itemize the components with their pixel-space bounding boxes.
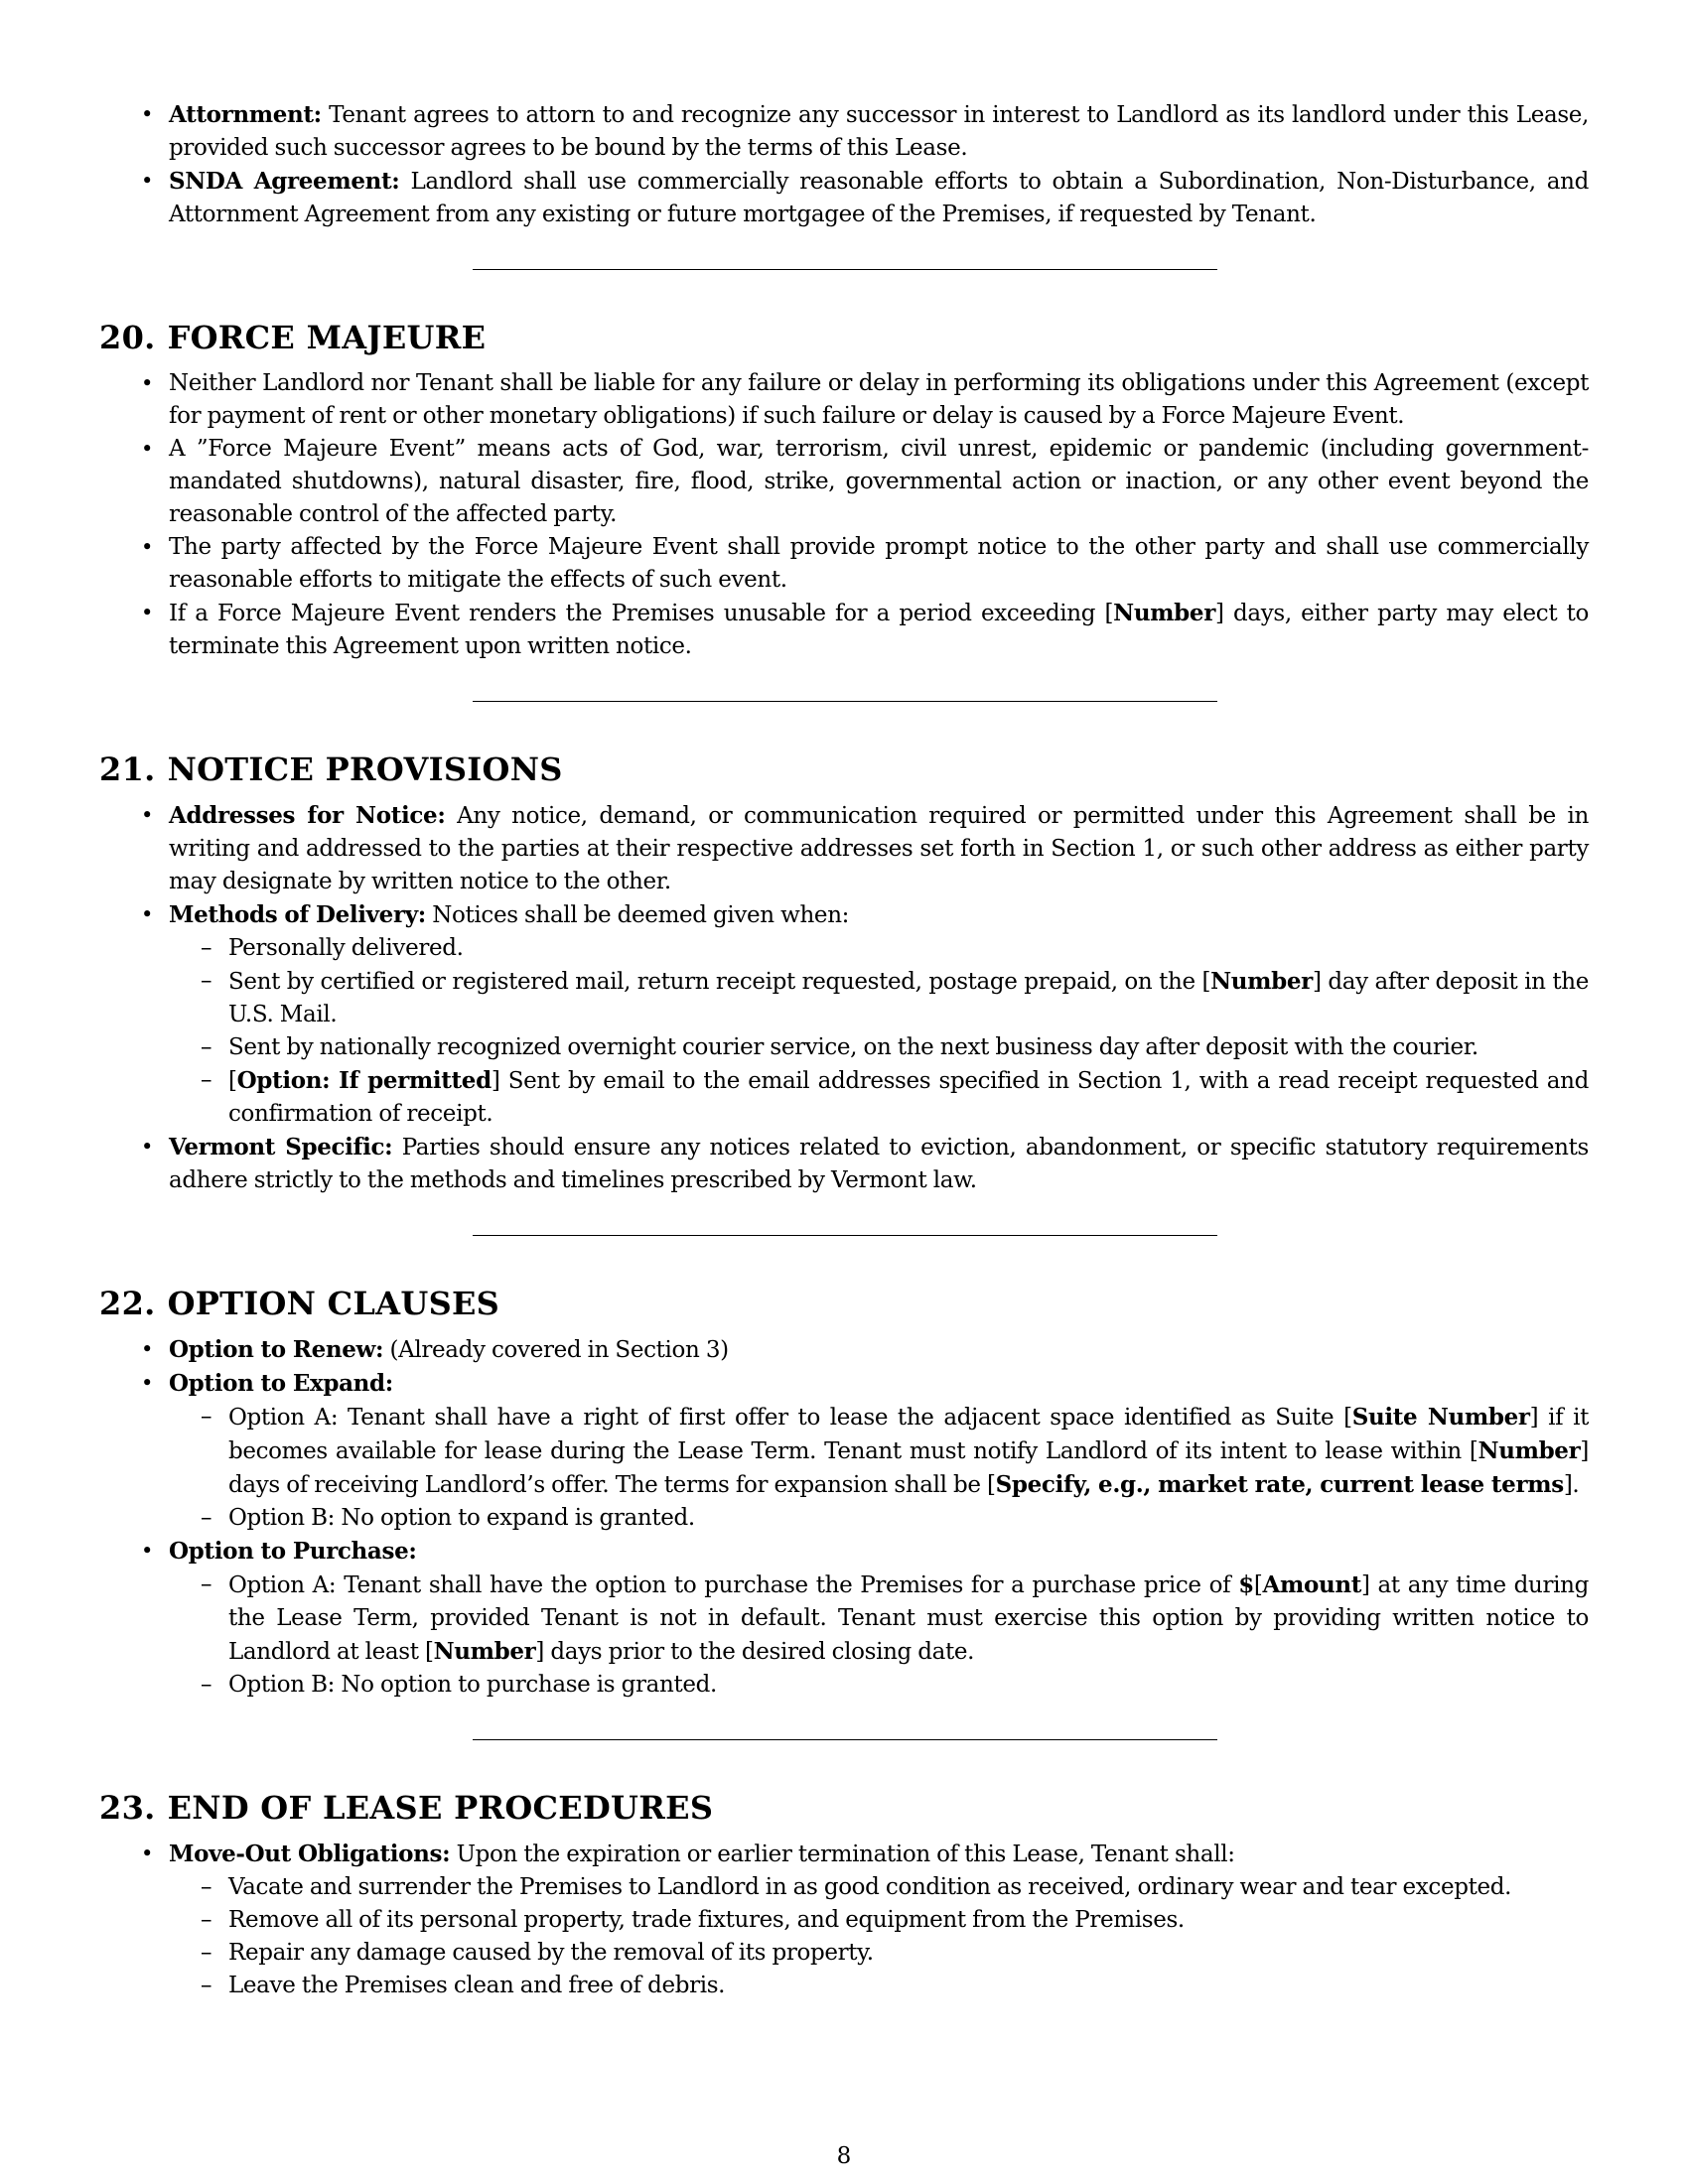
list-item: • The party affected by the Force Majeure Event shall provide prompt notice to the other party and shall use commercially reasonable efforts to mitigate the effects of such event.	[99, 531, 1589, 597]
list-item-purchase	[99, 1535, 1589, 1702]
sub-item: – Personally delivered.	[169, 932, 1589, 965]
text-run: ] days prior to the desired closing date.	[535, 1639, 975, 1665]
item-text: Any notice, demand, or communication required or permitted under this Agreement shall be in writing and addressed to the parties at their respective addresses set forth in Section 1, or such other address as either party may designate by written notice to the other.	[169, 803, 1589, 894]
placeholder-field: Suite Number	[1351, 1404, 1530, 1431]
text-run: If a Force Majeure Event renders the Premises unusable for a period exceeding [	[169, 601, 1114, 626]
section-title: OPTION CLAUSES	[167, 1285, 500, 1322]
page-number: 8	[836, 2143, 852, 2169]
text-run: ] days of receiving Landlord’s offer. The terms for expansion shall be [	[228, 1438, 1589, 1498]
item-label: Addresses for Notice:	[169, 802, 446, 829]
section-title: FORCE MAJEURE	[167, 319, 487, 356]
section-number: 22.	[99, 1285, 156, 1322]
list-item-methods	[99, 898, 1589, 1131]
placeholder-field: Number	[433, 1638, 536, 1665]
item-label: Move-Out Obligations:	[169, 1841, 451, 1867]
item-text: Notices shall be deemed given when:	[425, 902, 850, 928]
list-item: • A ”Force Majeure Event” means acts of God, war, terrorism, civil unrest, epidemic or pandemic (including government-mandated shutdowns), natural disaster, fire, flood, strike, governmental action or inaction, or any other event beyond the reasonable control of the affected party.	[99, 433, 1589, 531]
section-23-list	[99, 1838, 1589, 2002]
placeholder-field: Amount	[1262, 1571, 1361, 1598]
item-label: Vermont Specific:	[169, 1134, 393, 1160]
continued-list	[99, 98, 1589, 231]
sub-item	[169, 1401, 1589, 1502]
section-heading-21	[99, 750, 1589, 789]
placeholder-field: Option: If permitted	[236, 1067, 492, 1094]
sub-item: – Sent by nationally recognized overnight courier service, on the next business day after deposit with the courier.	[169, 1031, 1589, 1064]
item-text: Upon the expiration or earlier termination of this Lease, Tenant shall:	[450, 1842, 1235, 1867]
placeholder-field: Number	[1210, 968, 1313, 995]
text-run: Sent by certified or registered mail, return receipt requested, postage prepaid, on the [	[228, 969, 1211, 995]
expand-options-list	[169, 1401, 1589, 1535]
item-label: Methods of Delivery:	[169, 901, 426, 928]
section-number: 23.	[99, 1789, 156, 1827]
list-item-addresses	[99, 799, 1589, 898]
list-item-vermont	[99, 1131, 1589, 1197]
item-label: Option to Expand:	[169, 1370, 393, 1397]
text-run: ] days, either party may elect to terminate this Agreement upon written notice.	[169, 601, 1589, 659]
move-out-list	[169, 1871, 1589, 2002]
placeholder-field: Number	[1113, 600, 1215, 626]
text-run: ] if it becomes available for lease during the Lease Term. Tenant must notify Landlord of its intent to lease within [	[228, 1405, 1590, 1464]
text-run: ] day after deposit in the U.S. Mail.	[228, 969, 1589, 1027]
list-item-snda	[99, 165, 1589, 231]
section-heading-20	[99, 318, 1589, 357]
text-run: [	[228, 1068, 237, 1094]
item-text: Parties should ensure any notices related to eviction, abandonment, or specific statutory requirements adhere strictly to the methods and timelines prescribed by Vermont law.	[169, 1135, 1589, 1193]
section-title: NOTICE PROVISIONS	[167, 751, 563, 788]
item-label: Option to Purchase:	[169, 1538, 417, 1565]
section-divider	[473, 1235, 1217, 1236]
sub-item: – Repair any damage caused by the removal of its property.	[169, 1937, 1589, 1970]
text-run: ] at any time during the Lease Term, provided Tenant is not in default. Tenant must exercise this option by providing written notice to Landlord at least [	[228, 1572, 1590, 1665]
currency-symbol: $	[1238, 1571, 1254, 1598]
sub-item	[169, 1064, 1589, 1131]
sub-item	[169, 1569, 1589, 1669]
section-20-list	[99, 367, 1589, 663]
section-divider	[473, 701, 1217, 702]
purchase-options-list	[169, 1569, 1589, 1702]
section-21-list	[99, 799, 1589, 1197]
sub-item: – Vacate and surrender the Premises to Landlord in as good condition as received, ordinary wear and tear excepted.	[169, 1871, 1589, 1904]
item-label: Option to Renew:	[169, 1336, 384, 1363]
list-item	[99, 597, 1589, 663]
item-text: Tenant agrees to attorn to and recognize any successor in interest to Landlord as its landlord under this Lease, provided such successor agrees to be bound by the terms of this Lease.	[169, 102, 1589, 161]
sub-item: – Option B: No option to purchase is granted.	[169, 1669, 1589, 1702]
section-number: 21.	[99, 751, 156, 788]
section-divider	[473, 269, 1217, 270]
text-run: [	[1253, 1572, 1263, 1598]
item-label: Attornment:	[169, 101, 322, 128]
delivery-methods-list	[169, 932, 1589, 1131]
section-title: END OF LEASE PROCEDURES	[167, 1789, 714, 1827]
list-item-attornment	[99, 98, 1589, 165]
item-text: (Already covered in Section 3)	[383, 1337, 729, 1363]
text-run: Option A: Tenant shall have the option to purchase the Premises for a purchase price of	[228, 1572, 1239, 1598]
text-run: Option A: Tenant shall have a right of first offer to lease the adjacent space identified as Suite [	[228, 1405, 1352, 1431]
list-item-renew	[99, 1333, 1589, 1367]
sub-item	[169, 965, 1589, 1031]
item-label: SNDA Agreement:	[169, 168, 400, 195]
section-divider	[473, 1739, 1217, 1740]
list-item: • Neither Landlord nor Tenant shall be liable for any failure or delay in performing its obligations under this Agreement (except for payment of rent or other monetary obligations) if such failure or delay is caused by a Force Majeure Event.	[99, 367, 1589, 433]
list-item-move-out	[99, 1838, 1589, 2002]
list-item-expand	[99, 1367, 1589, 1535]
sub-item: – Leave the Premises clean and free of debris.	[169, 1970, 1589, 2002]
sub-item: – Remove all of its personal property, trade fixtures, and equipment from the Premises.	[169, 1904, 1589, 1937]
text-run: ] Sent by email to the email addresses specified in Section 1, with a read receipt requested and confirmation of receipt.	[228, 1068, 1589, 1127]
section-heading-23	[99, 1788, 1589, 1828]
sub-item: – Option B: No option to expand is granted.	[169, 1502, 1589, 1535]
placeholder-field: Number	[1477, 1437, 1581, 1464]
section-number: 20.	[99, 319, 156, 356]
section-22-list	[99, 1333, 1589, 1702]
item-text: Landlord shall use commercially reasonable efforts to obtain a Subordination, Non-Disturbance, and Attornment Agreement from any existing or future mortgagee of the Premises, if requested by Tenant.	[169, 169, 1589, 227]
page-content	[99, 98, 1589, 2002]
section-heading-22	[99, 1284, 1589, 1323]
text-run: ].	[1563, 1472, 1580, 1498]
placeholder-field: Specify, e.g., market rate, current lease terms	[995, 1471, 1564, 1498]
